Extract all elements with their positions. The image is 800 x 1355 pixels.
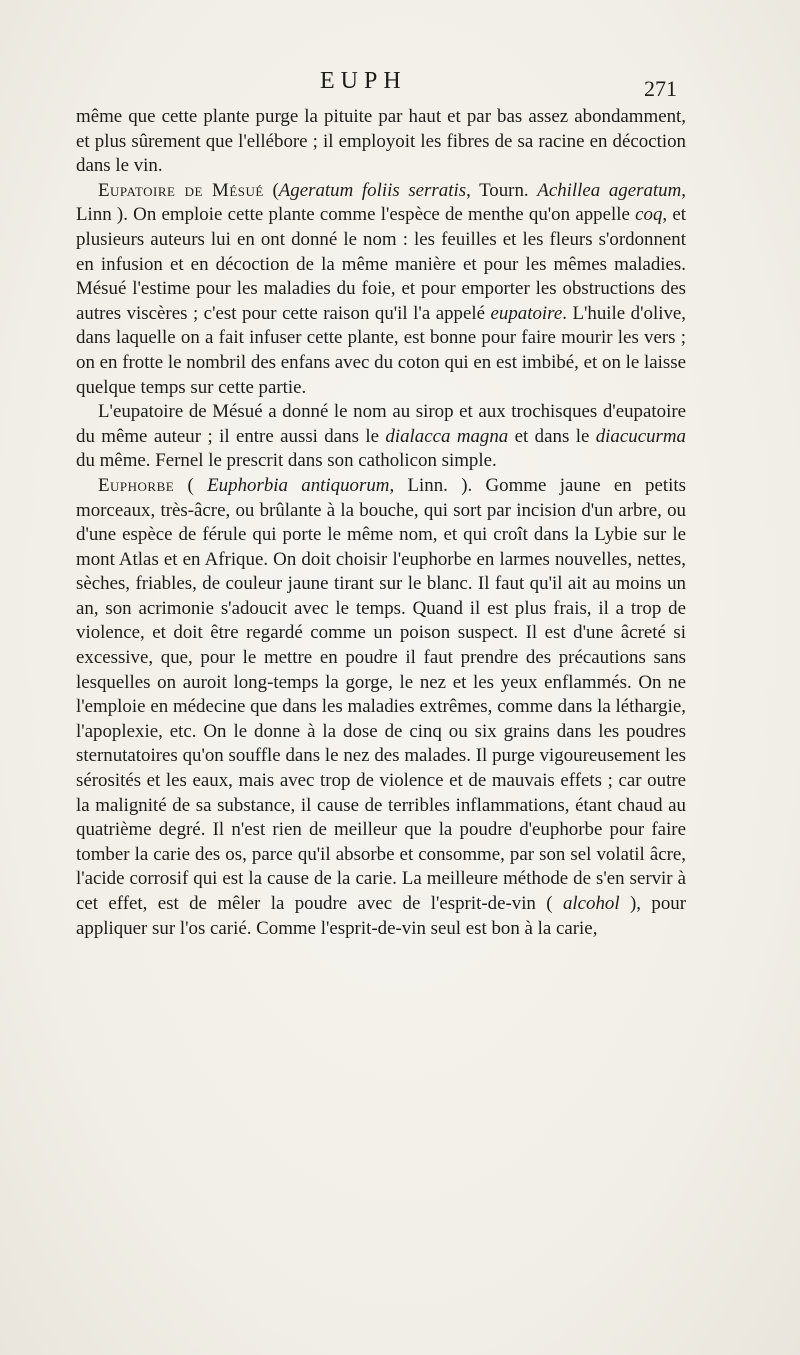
latin-name: Euphorbia antiquorum <box>207 474 390 496</box>
paragraph-continuation <box>76 105 686 179</box>
paragraph-text: . L'huile d'olive, dans laquelle on a fait infuser cette plante, est bonne pour faire mourir les vers ; on en frotte le nombril des enfans avec du coton qui en est imbibé, et on le laisse quelque temps sur cette partie. <box>76 302 686 398</box>
latin-name-linnaeus: Achillea ageratum <box>537 179 682 201</box>
open-paren: ( <box>174 474 208 496</box>
italic-term: alcohol <box>562 893 620 914</box>
latin-name: Ageratum foliis serratis <box>278 179 467 201</box>
page-number: 271 <box>644 76 677 101</box>
italic-term: diacucurma <box>595 425 686 447</box>
open-paren: ( <box>263 179 279 201</box>
paragraph-text: même que cette plante purge la pituite par haut et par bas assez abondamment, et plus sûrement que l'ellébore ; il employoit les fibres de sa racine en décoction dans le vin. <box>76 106 686 177</box>
paragraph-text: , Linn. ). Gomme jaune en petits morceaux, très-âcre, ou brûlante à la bouche, qui sort par incision d'un arbre, ou d'une espèce de férule qui porte le même nom, et qui croît dans la Lybie sur le mont Atlas et en Afrique. On doit choisir l'euphorbe en larmes nouvelles, nettes, sèches, friables, de couleur jaune tirant sur le blanc. Il faut qu'il ait au moins un an, son acrimonie s'adoucit avec le temps. Quand il est plus frais, il a trop de violence, et doit être regardé comme un poison suspect. Il est d'une âcreté si excessive, que, pour le mettre en poudre il faut prendre des précautions sans lesquelles on auroit long-temps la gorge, le nez et les yeux enflammés. On ne l'emploie en médecine que dans les maladies extrêmes, comme dans la léthargie, l'apoplexie, etc. On le donne à la dose de cinq ou six grains dans les poudres sternutatoires qu'on souffle dans le nez des malades. Il purge vigoureusement les sérosités et les eaux, mais avec trop de violence et de mauvais effets ; car outre la malignité de sa substance, il cause de terribles inflammations, étant chaud au quatrième degré. Il n'est rien de meilleur que la poudre d'euphorbe pour faire tomber la carie des os, parce qu'il absorbe et consomme, par son sel volatil âcre, l'acide corrosif qui est la cause de la carie. La meilleure méthode de s'en servir à cet effet, est de mêler la poudre avec de l'esprit-de-vin ( <box>76 474 686 914</box>
paragraph-text: et dans le <box>508 425 596 447</box>
paragraph-text: du même. Fernel le prescrit dans son catholicon simple. <box>76 450 497 472</box>
running-title: EUPH <box>320 68 407 94</box>
paragraph-text: ), pour appliquer sur l'os carié. Comme l'esprit-de-vin seul est bon à la carie, <box>76 893 687 939</box>
paragraph-text: , et plusieurs auteurs lui en ont donné le nom : les feuilles et les fleurs s'ordonnent en infusion et en décoction de la même manière et pour les mêmes maladies. Mésué l'estime pour les maladies du foie, et pour emporter les obstructions des autres viscères ; c'est pour cette raison qu'il l'a appelé <box>76 204 686 324</box>
paragraph-eupatoire-sirop <box>76 400 686 474</box>
italic-term: dialacca magna <box>385 425 509 447</box>
entry-term: Eupatoire de Mésué <box>98 179 264 201</box>
body-text <box>76 105 686 941</box>
running-head <box>0 68 800 108</box>
italic-term: eupatoire <box>490 302 563 324</box>
paragraph-text: , Linn ). On emploie cette plante comme l'espèce de menthe qu'on appelle <box>76 179 686 226</box>
entry-euphorbe <box>76 474 686 941</box>
entry-eupatoire-de-mesue <box>76 179 686 400</box>
paragraph-text: , Tourn. <box>466 179 538 201</box>
paragraph-text: L'eupatoire de Mésué a donné le nom au sirop et aux trochisques d'eupatoire du même auteur ; il entre aussi dans le <box>76 401 686 447</box>
entry-term: Euphorbe <box>98 474 175 496</box>
italic-term: coq <box>635 204 663 226</box>
